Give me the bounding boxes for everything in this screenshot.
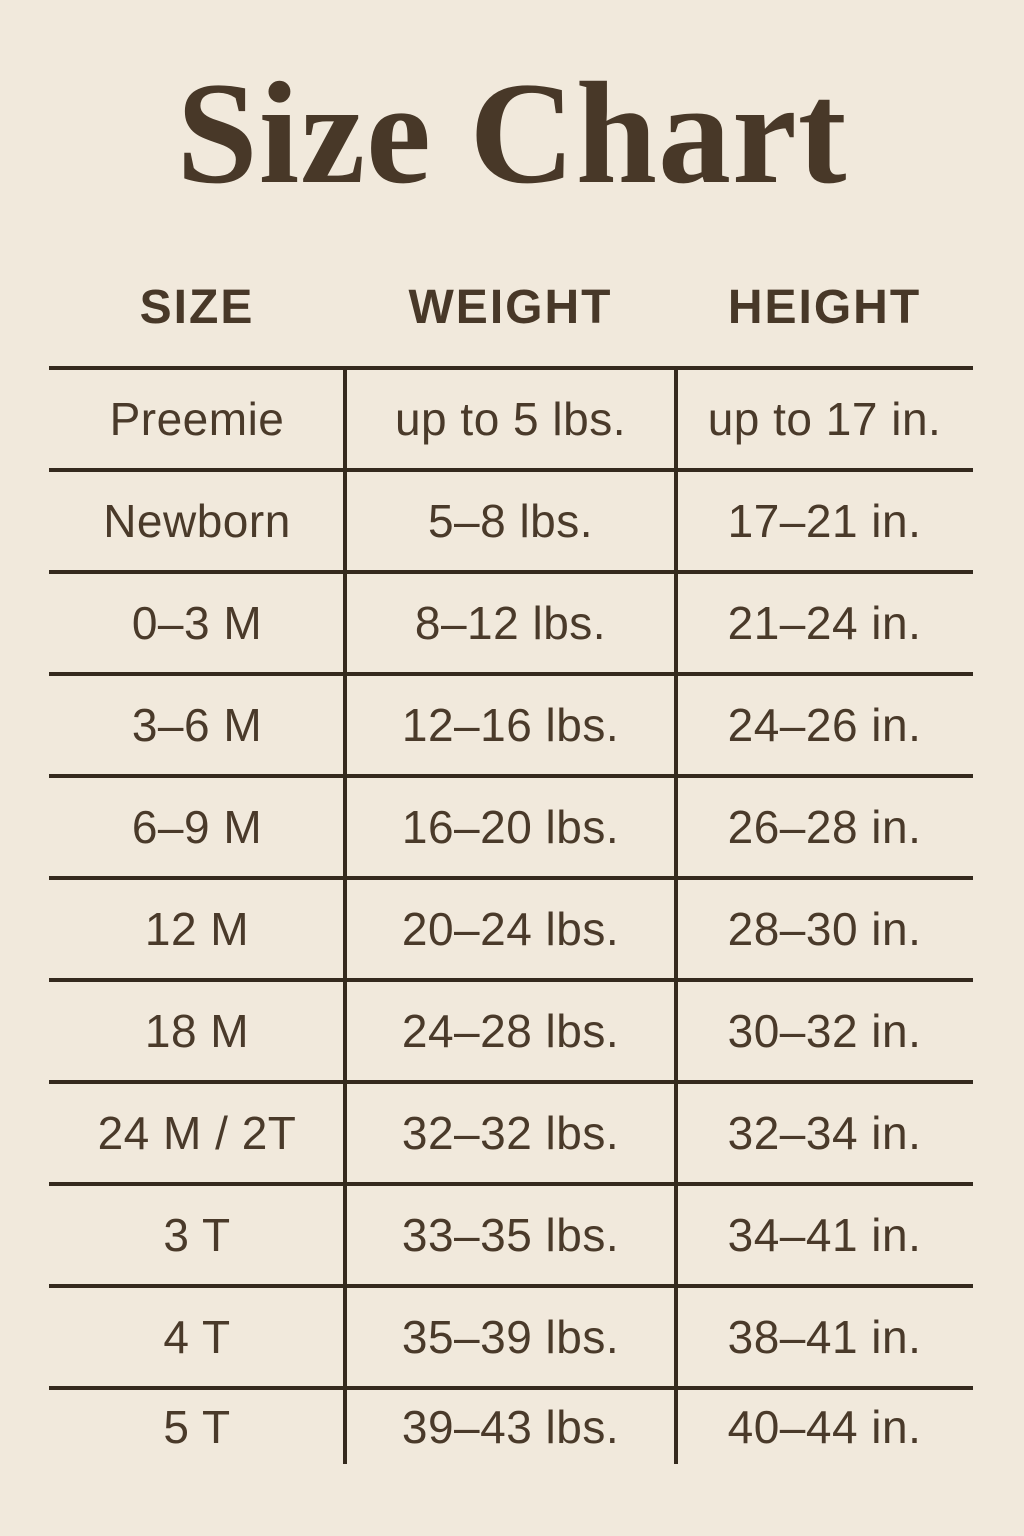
weight-cell: 32–32 lbs. xyxy=(401,1107,620,1159)
weight-cell: 24–28 lbs. xyxy=(401,1005,620,1057)
table-row xyxy=(49,982,973,1084)
size-cell: 18 M xyxy=(144,1005,250,1057)
size-cell: Newborn xyxy=(103,495,291,547)
height-cell: 32–34 in. xyxy=(727,1107,922,1159)
column-header-height: HEIGHT xyxy=(727,280,922,334)
weight-cell: 35–39 lbs. xyxy=(401,1311,620,1363)
table-row xyxy=(49,574,973,676)
table-row xyxy=(49,676,973,778)
weight-cell: 12–16 lbs. xyxy=(401,699,620,751)
size-cell: 12 M xyxy=(144,903,250,955)
weight-cell: 5–8 lbs. xyxy=(427,495,594,547)
weight-cell: 20–24 lbs. xyxy=(401,903,620,955)
table-row xyxy=(49,370,973,472)
weight-cell: 39–43 lbs. xyxy=(401,1401,620,1453)
size-cell: 6–9 M xyxy=(131,801,263,853)
weight-cell: 8–12 lbs. xyxy=(414,597,607,649)
height-cell: 38–41 in. xyxy=(727,1311,922,1363)
weight-cell: 33–35 lbs. xyxy=(401,1209,620,1261)
table-row xyxy=(49,1084,973,1186)
height-cell: 28–30 in. xyxy=(727,903,922,955)
size-cell: 24 M / 2T xyxy=(97,1107,297,1159)
size-cell: 4 T xyxy=(163,1311,231,1363)
table-row xyxy=(49,1390,973,1464)
weight-cell: up to 5 lbs. xyxy=(394,393,627,445)
column-header-weight: WEIGHT xyxy=(408,280,613,334)
size-cell: Preemie xyxy=(109,393,285,445)
height-cell: 17–21 in. xyxy=(727,495,922,547)
page-title: Size Chart xyxy=(176,52,848,214)
height-cell: 26–28 in. xyxy=(727,801,922,853)
weight-cell: 16–20 lbs. xyxy=(401,801,620,853)
table-row xyxy=(49,1186,973,1288)
size-cell: 0–3 M xyxy=(131,597,263,649)
height-cell: 24–26 in. xyxy=(727,699,922,751)
height-cell: up to 17 in. xyxy=(707,393,942,445)
height-cell: 21–24 in. xyxy=(727,597,922,649)
size-cell: 5 T xyxy=(163,1401,231,1453)
table-header-row xyxy=(49,248,973,366)
column-divider-2 xyxy=(674,370,678,1464)
height-cell: 40–44 in. xyxy=(727,1401,922,1453)
table-row xyxy=(49,778,973,880)
size-cell: 3–6 M xyxy=(131,699,263,751)
height-cell: 30–32 in. xyxy=(727,1005,922,1057)
size-cell: 3 T xyxy=(163,1209,231,1261)
table-row xyxy=(49,880,973,982)
column-header-size: SIZE xyxy=(139,280,255,334)
table-row xyxy=(49,1288,973,1390)
table-row xyxy=(49,472,973,574)
height-cell: 34–41 in. xyxy=(727,1209,922,1261)
table-body xyxy=(49,366,973,1464)
column-divider-1 xyxy=(343,370,347,1464)
size-table xyxy=(49,248,973,1464)
